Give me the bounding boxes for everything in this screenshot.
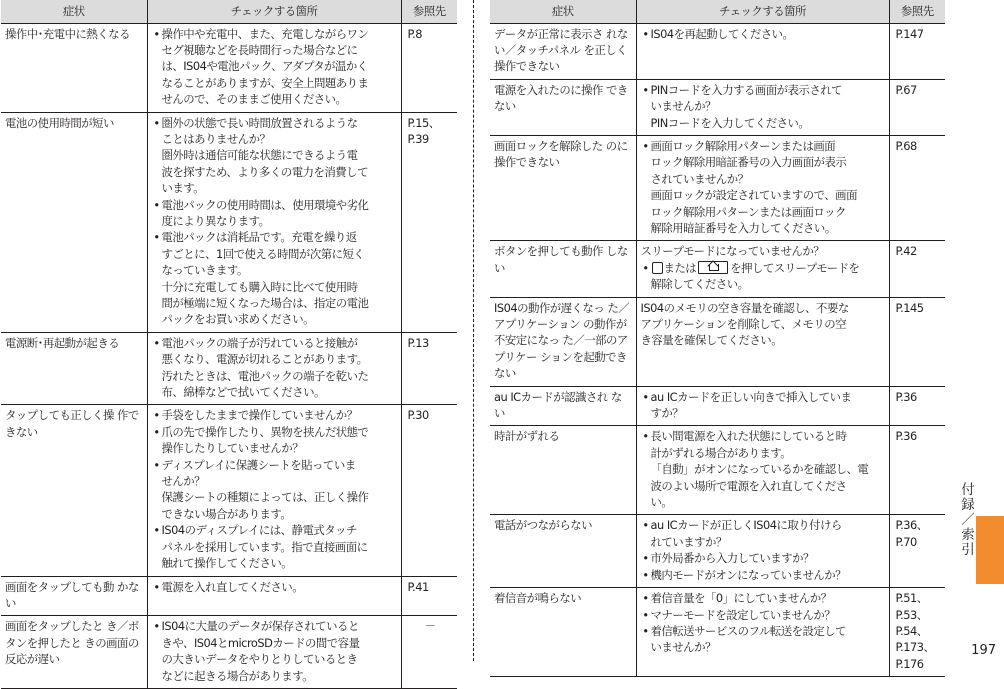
check-text: au ICカードを正しい向きで挿入していま すか？ <box>650 389 852 421</box>
bullet-mark: • <box>642 567 649 582</box>
header-ref: 参照先 <box>401 0 457 23</box>
side-label-char: 索 <box>961 527 975 543</box>
bullet-item <box>641 138 885 187</box>
check-text: ディスプレイに保護シートを貼っていま せんか？ <box>161 457 356 489</box>
ref-cell: P.51、 P.53、 P.54、 P.173、 P.176 <box>889 588 945 677</box>
check-cell <box>636 135 889 240</box>
home-key-icon <box>698 261 728 274</box>
check-text: IS04を再起動してください。 <box>650 26 794 41</box>
header-check: チェックする箇所 <box>147 0 401 23</box>
check-note: 保護シートの種類によっては、正しく操作 できない場合があります。 <box>161 490 369 521</box>
check-text: 爪の先で操作したり、異物を挟んだ状態で 操作したりしていませんか？ <box>161 424 369 456</box>
side-label-char: 付 <box>961 482 975 498</box>
check-cell <box>147 616 401 689</box>
table-header-row <box>1 0 457 23</box>
check-text: 操作中や充電中、また、充電しながらワン セグ視聴などを長時間行った場合などに は、IS04や電池パック、アダプタが温かく なることがありますが、安全上問題ありま せんので、そのままご使用ください。 <box>161 26 369 107</box>
check-text: 手袋をしたままで操作していませんか？ <box>161 408 358 423</box>
symptom-cell: 画面をタップしても動 かない <box>1 576 147 616</box>
bullet-item <box>152 197 397 230</box>
check-text: 着信音量を「0」にしていませんか？ <box>650 591 832 606</box>
ref-cell: P.30 <box>401 405 457 576</box>
ref-cell: P.68 <box>889 135 945 240</box>
bullet-mark: • <box>642 551 649 566</box>
bullet-item <box>641 82 885 115</box>
bullet-mark: • <box>642 138 649 153</box>
bullet-item <box>641 550 885 566</box>
bullet-mark: • <box>153 26 160 41</box>
ref-cell: P.42 <box>889 241 945 297</box>
ref-cell: P.145 <box>889 297 945 386</box>
symptom-cell: データが正常に表示さ れない／タッチパネル を正しく操作できない <box>490 23 636 79</box>
table-row <box>1 405 457 576</box>
header-symptom: 症状 <box>1 0 147 23</box>
ref-cell: P.36、 P.70 <box>889 515 945 588</box>
symptom-cell: 電源を入れたのに操作 できない <box>490 79 636 135</box>
check-text: PINコードを入力する画面が表示されて いませんか？ <box>650 82 842 114</box>
check-text: 電池パックの使用時間は、使用環境や劣化 度により異なります。 <box>161 197 369 228</box>
bullet-item <box>641 607 885 623</box>
symptom-cell: タップしても正しく操 作できない <box>1 405 147 576</box>
symptom-cell: 電話がつながらない <box>490 515 636 588</box>
bullet-item <box>152 115 397 148</box>
check-text-part: または <box>663 260 697 275</box>
table-row <box>490 386 945 426</box>
bullet-mark: • <box>153 579 160 594</box>
table-row <box>490 23 945 79</box>
bullet-item <box>152 457 397 490</box>
check-cell <box>147 576 401 616</box>
bullet-mark: • <box>642 518 649 533</box>
bullet-item <box>152 424 397 457</box>
check-cell <box>147 112 401 332</box>
check-note: 汚れたときは、電池パックの端子を乾いた 布、綿棒などで拭いてください。 <box>161 368 369 400</box>
ref-cell: P.15、 P.39 <box>401 112 457 332</box>
bullet-item <box>152 335 397 368</box>
bullet-mark: • <box>153 523 160 538</box>
check-text: 機内モードがオンになっていませんか？ <box>650 567 847 582</box>
check-note: 十分に充電しても購入時に比べて使用時 間が極端に短くなった場合は、指定の電池 パックをお買い求めください。 <box>161 279 369 327</box>
check-cell <box>636 23 889 79</box>
check-text: 電池パックは消耗品です。充電を繰り返 すごとに、1回で使える時間が次第に短く なっていきます。 <box>161 230 365 278</box>
bullet-mark: • <box>153 335 160 350</box>
symptom-cell: 操作中･充電中に熱くなる <box>1 23 147 112</box>
symptom-cell: 電源断･再起動が起きる <box>1 332 147 405</box>
bullet-mark: • <box>153 424 160 439</box>
page-number: 197 <box>971 643 996 658</box>
symptom-cell: 時計がずれる <box>490 426 636 515</box>
bullet-mark: • <box>153 619 160 634</box>
symptom-cell: 電池の使用時間が短い <box>1 112 147 332</box>
page-divider <box>473 0 474 661</box>
bullet-item <box>152 579 397 595</box>
check-cell <box>636 79 889 135</box>
check-text: 電池パックの端子が汚れていると接触が 悪くなり、電源が切れることがあります。 <box>161 335 368 367</box>
check-cell <box>147 332 401 405</box>
symptom-cell: IS04の動作が遅くなっ た／アプリケーション の動作が不安定になっ た／一部のアプリケー ションを起動できない <box>490 297 636 386</box>
bullet-mark: • <box>153 408 160 423</box>
check-text: 市外局番から入力していますか？ <box>650 551 814 566</box>
table-row <box>1 332 457 405</box>
check-note: 「自動」がオンになっているかを確認し、電 波のよい場所で電源を入れ直してくださ い。 <box>650 462 869 510</box>
bullet-mark: • <box>642 82 649 97</box>
side-label-char: 引 <box>961 542 975 558</box>
check-cell <box>147 405 401 576</box>
ref-cell: P.36 <box>889 386 945 426</box>
check-text: スリープモードになっていませんか？ <box>640 244 825 259</box>
bullet-mark: • <box>153 197 160 212</box>
bullet-item <box>641 26 885 42</box>
ref-cell: P.147 <box>889 23 945 79</box>
check-text: 画面ロック解除用パターンまたは画面 ロック解除用暗証番号の入力画面が表示 されていませんか？ <box>650 138 847 186</box>
table-row <box>490 79 945 135</box>
check-note: PINコードを入力してください。 <box>650 115 810 130</box>
bullet-mark: • <box>642 623 649 638</box>
symptom-cell: 画面ロックを解除した のに操作できない <box>490 135 636 240</box>
bullet-item <box>641 389 885 422</box>
bullet-item <box>152 229 397 278</box>
check-text: 着信転送サービスのフル転送を設定して いませんか？ <box>650 623 847 655</box>
table-row <box>490 297 945 386</box>
check-cell <box>636 515 889 588</box>
symptom-cell: 画面をタップしたと き／ボタンを押したと きの画面の反応が遅い <box>1 616 147 689</box>
check-text: IS04に大量のデータが保存されていると きや、IS04とmicroSDカードの間で容量 の大きいデータをやりとりしているとき などに起きる場合があります。 <box>161 619 360 683</box>
section-tab <box>976 516 1004 584</box>
bullet-item <box>641 623 885 656</box>
bullet-mark: • <box>153 230 160 245</box>
troubleshooting-table-left <box>1 0 457 689</box>
table-header-row <box>490 0 945 23</box>
table-row <box>1 616 457 689</box>
bullet-mark: • <box>642 389 649 404</box>
bullet-item <box>641 517 885 550</box>
key-icon <box>652 262 663 274</box>
check-cell <box>636 426 889 515</box>
bullet-mark: • <box>153 457 160 472</box>
bullet-item <box>641 260 885 293</box>
bullet-item <box>152 618 397 684</box>
table-row <box>490 241 945 297</box>
bullet-item <box>152 407 397 423</box>
ref-cell: P.41 <box>401 576 457 616</box>
check-text: 電源を入れ直してください。 <box>161 579 304 594</box>
check-text: 長い間電源を入れた状態にしていると時 計がずれる場合があります。 <box>650 429 847 460</box>
bullet-item <box>152 522 397 571</box>
ref-cell: P.13 <box>401 332 457 405</box>
check-text: IS04のメモリの空き容量を確認し、不要な アプリケーションを削除して、メモリの空 き容量を確保してください。 <box>640 300 849 348</box>
bullet-item <box>641 590 885 606</box>
bullet-mark: • <box>642 26 649 41</box>
header-symptom: 症状 <box>490 0 636 23</box>
ref-cell: P.36 <box>889 426 945 515</box>
check-note: 圏外時は通信可能な状態にできるよう電 波を探すため、より多くの電力を消費して います。 <box>161 148 368 196</box>
table-row <box>1 23 457 112</box>
side-label-char: ／ <box>961 512 975 528</box>
check-text-part: を押してスリープモードを 解除してください。 <box>650 260 860 292</box>
symptom-cell: ボタンを押しても動作 しない <box>490 241 636 297</box>
table-row <box>490 135 945 240</box>
check-cell <box>636 386 889 426</box>
troubleshooting-table-right <box>490 0 945 677</box>
check-text <box>651 260 885 293</box>
symptom-cell: au ICカードが認識され ない <box>490 386 636 426</box>
check-cell <box>636 241 889 297</box>
bullet-mark: • <box>642 429 649 444</box>
bullet-mark: • <box>642 591 649 606</box>
check-text: IS04のディスプレイには、静電式タッチ パネルを採用しています。指で直接画面に 触れて操作してください。 <box>161 523 368 571</box>
check-cell <box>147 23 401 112</box>
table-row <box>490 515 945 588</box>
ref-cell: P.8 <box>401 23 457 112</box>
check-text: 圏外の状態で長い時間放置されるような ことはありませんか？ <box>161 115 358 146</box>
header-ref: 参照先 <box>889 0 945 23</box>
side-label-char: 録 <box>961 497 975 513</box>
check-text: au ICカードが正しくIS04に取り付けら れていますか？ <box>650 518 842 549</box>
symptom-cell: 着信音が鳴らない <box>490 588 636 677</box>
bullet-item <box>641 567 885 583</box>
check-cell <box>636 588 889 677</box>
bullet-mark: • <box>642 260 649 275</box>
bullet-item <box>641 428 885 461</box>
bullet-mark: • <box>153 115 160 130</box>
ref-cell: P.67 <box>889 79 945 135</box>
table-row <box>490 588 945 677</box>
table-row <box>1 112 457 332</box>
bullet-item <box>152 26 397 108</box>
check-cell <box>636 297 889 386</box>
check-text: マナーモードを設定していませんか？ <box>650 607 836 622</box>
table-row <box>1 576 457 616</box>
bullet-mark: • <box>642 607 649 622</box>
ref-cell: － <box>401 616 457 689</box>
table-row <box>490 426 945 515</box>
header-check: チェックする箇所 <box>636 0 889 23</box>
check-note: 画面ロックが設定されていますので、画面 ロック解除用パターンまたは画面ロック 解除用暗証番号を入力してください。 <box>650 188 857 235</box>
